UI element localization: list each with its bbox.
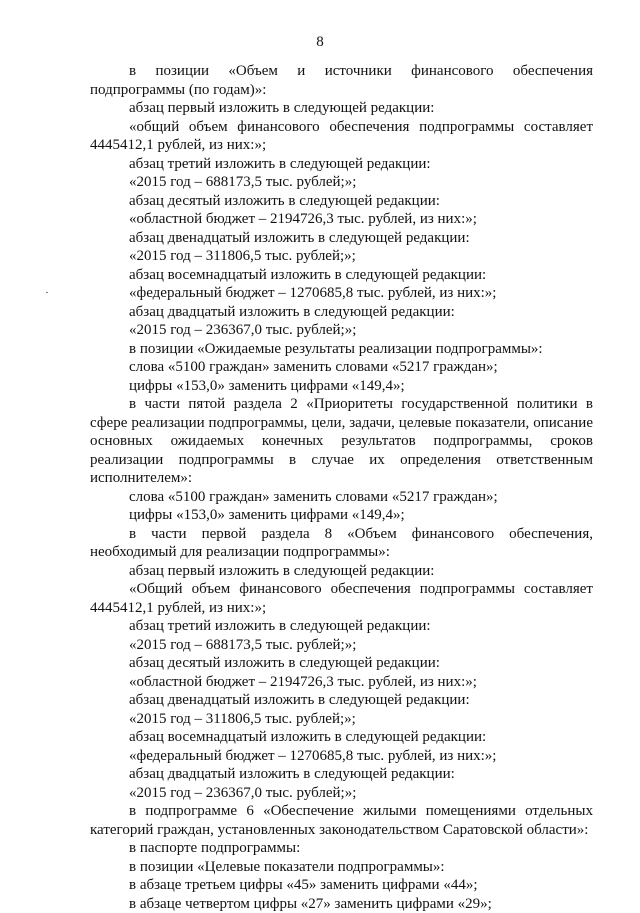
paragraph: в позиции «Целевые показатели подпрограммы»: [90, 858, 593, 877]
paragraph: «общий объем финансового обеспечения подпрограммы составляет 4445412,1 рублей, из них:»; [90, 118, 593, 155]
paragraph: абзац третий изложить в следующей редакции: [90, 617, 593, 636]
paragraph: «федеральный бюджет – 1270685,8 тыс. рублей, из них:»; [90, 747, 593, 766]
scan-artifact-mark [46, 292, 48, 293]
paragraph: «областной бюджет – 2194726,3 тыс. рублей, из них:»; [90, 673, 593, 692]
paragraph: абзац первый изложить в следующей редакции: [90, 99, 593, 118]
paragraph: «2015 год – 688173,5 тыс. рублей;»; [90, 173, 593, 192]
paragraph: абзац первый изложить в следующей редакции: [90, 562, 593, 581]
paragraph: в позиции «Ожидаемые результаты реализации подпрограммы»: [90, 340, 593, 359]
paragraph: «2015 год – 311806,5 тыс. рублей;»; [90, 710, 593, 729]
paragraph: в позиции «Объем и источники финансового обеспечения подпрограммы (по годам)»: [90, 62, 593, 99]
paragraph: цифры «153,0» заменить цифрами «149,4»; [90, 377, 593, 396]
paragraph: абзац двадцатый изложить в следующей редакции: [90, 765, 593, 784]
paragraph: абзац десятый изложить в следующей редакции: [90, 654, 593, 673]
paragraph: абзац двенадцатый изложить в следующей редакции: [90, 229, 593, 248]
paragraph: абзац двенадцатый изложить в следующей редакции: [90, 691, 593, 710]
document-body [90, 62, 593, 913]
paragraph: «областной бюджет – 2194726,3 тыс. рублей, из них:»; [90, 210, 593, 229]
paragraph: слова «5100 граждан» заменить словами «5217 граждан»; [90, 358, 593, 377]
paragraph: абзац третий изложить в следующей редакции: [90, 155, 593, 174]
paragraph: «2015 год – 688173,5 тыс. рублей;»; [90, 636, 593, 655]
page-number: 8 [0, 33, 640, 51]
paragraph: «федеральный бюджет – 1270685,8 тыс. рублей, из них:»; [90, 284, 593, 303]
paragraph: абзац двадцатый изложить в следующей редакции: [90, 303, 593, 322]
paragraph: «Общий объем финансового обеспечения подпрограммы составляет 4445412,1 рублей, из них:»; [90, 580, 593, 617]
paragraph: «2015 год – 236367,0 тыс. рублей;»; [90, 321, 593, 340]
paragraph: в части пятой раздела 2 «Приоритеты государственной политики в сфере реализации подпрограммы, цели, задачи, целевые показатели, описание основных ожидаемых конечных результатов подпрограммы, сроков реализации подпрограммы в случае их определения ответственным исполнителем»: [90, 395, 593, 488]
paragraph: абзац десятый изложить в следующей редакции: [90, 192, 593, 211]
paragraph: в подпрограмме 6 «Обеспечение жилыми помещениями отдельных категорий граждан, установленных законодательством Саратовской области»: [90, 802, 593, 839]
paragraph: цифры «153,0» заменить цифрами «149,4»; [90, 506, 593, 525]
paragraph: в абзаце четвертом цифры «27» заменить цифрами «29»; [90, 895, 593, 913]
paragraph: абзац восемнадцатый изложить в следующей редакции: [90, 266, 593, 285]
paragraph: «2015 год – 236367,0 тыс. рублей;»; [90, 784, 593, 803]
paragraph: «2015 год – 311806,5 тыс. рублей;»; [90, 247, 593, 266]
paragraph: в паспорте подпрограммы: [90, 839, 593, 858]
paragraph: в части первой раздела 8 «Объем финансового обеспечения, необходимый для реализации подпрограммы»: [90, 525, 593, 562]
paragraph: абзац восемнадцатый изложить в следующей редакции: [90, 728, 593, 747]
paragraph: в абзаце третьем цифры «45» заменить цифрами «44»; [90, 876, 593, 895]
paragraph: слова «5100 граждан» заменить словами «5217 граждан»; [90, 488, 593, 507]
